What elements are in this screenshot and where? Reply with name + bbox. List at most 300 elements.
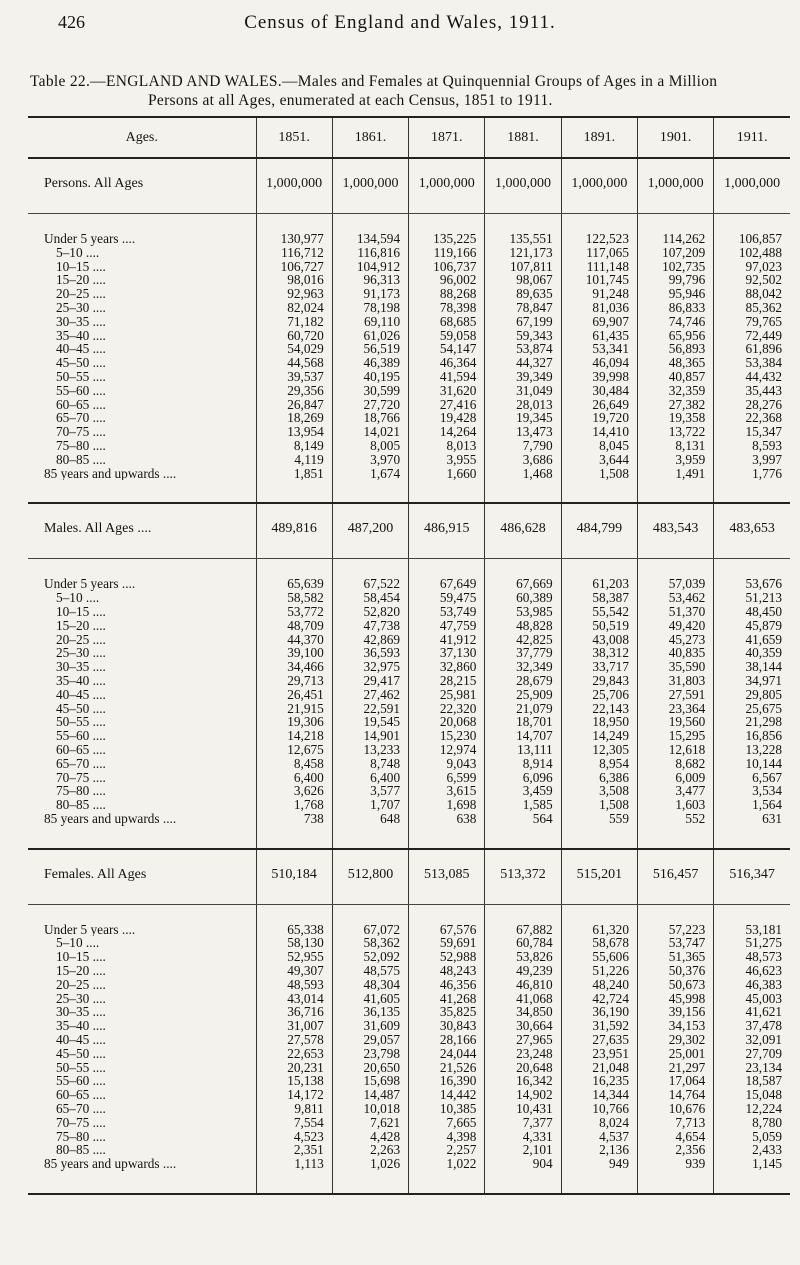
age-label: 15–20 .... (56, 964, 106, 978)
value-cell: 648 (332, 812, 408, 826)
section-gap (28, 214, 790, 233)
value-cell: 8,024 (561, 1116, 637, 1130)
value-cell: 34,466 (256, 660, 332, 674)
value-cell: 15,295 (637, 729, 713, 743)
gap-cell (561, 559, 637, 578)
gap-cell (561, 480, 637, 498)
rule-cell (714, 1189, 790, 1194)
value-cell: 67,882 (485, 923, 561, 937)
age-label: 75–80 .... (56, 784, 106, 799)
value-cell: 14,442 (409, 1088, 485, 1102)
value-cell: 41,621 (714, 1005, 790, 1019)
gap-cell (28, 904, 256, 923)
gap-cell (485, 480, 561, 498)
value-cell: 1,660 (409, 467, 485, 481)
age-label: 60–65 .... (56, 1088, 106, 1103)
value-cell: 10,676 (637, 1102, 713, 1116)
gap-cell (485, 1171, 561, 1189)
value-cell: 82,024 (256, 301, 332, 315)
value-cell: 43,008 (561, 633, 637, 647)
value-cell: 59,343 (485, 329, 561, 343)
value-cell: 46,810 (485, 978, 561, 992)
value-cell: 32,091 (714, 1033, 790, 1047)
table-row (28, 771, 790, 785)
table-row (28, 1074, 790, 1088)
age-label: 85 years and upwards .... (44, 1157, 177, 1172)
value-cell: 42,825 (485, 633, 561, 647)
table-row (28, 660, 790, 674)
value-cell: 67,649 (409, 577, 485, 591)
total-cell: 1,000,000 (714, 158, 790, 209)
value-cell: 4,331 (485, 1130, 561, 1144)
value-cell: 51,226 (561, 964, 637, 978)
value-cell: 69,110 (332, 315, 408, 329)
value-cell: 1,776 (714, 467, 790, 481)
value-cell: 3,959 (637, 453, 713, 467)
rule-cell (28, 1189, 256, 1194)
value-cell: 36,716 (256, 1005, 332, 1019)
value-cell: 8,780 (714, 1116, 790, 1130)
table-row (28, 1019, 790, 1033)
value-cell: 130,977 (256, 232, 332, 246)
table-row (28, 978, 790, 992)
age-label: 5–10 .... (56, 245, 100, 260)
value-cell: 56,893 (637, 342, 713, 356)
age-label: 50–55 .... (56, 715, 106, 730)
value-cell: 1,468 (485, 467, 561, 481)
value-cell: 44,370 (256, 633, 332, 647)
table-row (28, 329, 790, 343)
gap-cell (637, 559, 713, 578)
value-cell: 68,685 (409, 315, 485, 329)
value-cell: 23,248 (485, 1047, 561, 1061)
table-row (28, 301, 790, 315)
value-cell: 37,478 (714, 1019, 790, 1033)
age-label: 35–40 .... (56, 1019, 106, 1034)
value-cell: 45,879 (714, 619, 790, 633)
total-cell: 516,347 (714, 849, 790, 900)
value-cell: 104,912 (332, 260, 408, 274)
value-cell: 102,488 (714, 246, 790, 260)
value-cell: 53,826 (485, 950, 561, 964)
total-cell: 1,000,000 (332, 158, 408, 209)
value-cell: 19,345 (485, 411, 561, 425)
section-label: Males. All Ages .... (44, 521, 152, 537)
value-cell: 92,963 (256, 287, 332, 301)
value-cell: 53,874 (485, 342, 561, 356)
value-cell: 638 (409, 812, 485, 826)
value-cell: 78,847 (485, 301, 561, 315)
table-row (28, 743, 790, 757)
gap-cell (714, 214, 790, 233)
value-cell: 52,820 (332, 605, 408, 619)
table-row (28, 1116, 790, 1130)
section-gap (28, 1171, 790, 1189)
value-cell: 2,351 (256, 1143, 332, 1157)
value-cell: 14,902 (485, 1088, 561, 1102)
value-cell: 134,594 (332, 232, 408, 246)
section-gap (28, 480, 790, 498)
value-cell: 48,593 (256, 978, 332, 992)
value-cell: 53,181 (714, 923, 790, 937)
value-cell: 114,262 (637, 232, 713, 246)
table-row (28, 1088, 790, 1102)
gap-cell (332, 1171, 408, 1189)
value-cell: 97,023 (714, 260, 790, 274)
section-gap (28, 559, 790, 578)
value-cell: 20,650 (332, 1061, 408, 1075)
value-cell: 58,387 (561, 591, 637, 605)
gap-cell (485, 214, 561, 233)
gap-cell (332, 559, 408, 578)
value-cell: 29,805 (714, 688, 790, 702)
gap-cell (332, 826, 408, 844)
value-cell: 631 (714, 812, 790, 826)
value-cell: 30,664 (485, 1019, 561, 1033)
value-cell: 53,341 (561, 342, 637, 356)
value-cell: 99,796 (637, 273, 713, 287)
value-cell: 43,014 (256, 992, 332, 1006)
value-cell: 12,974 (409, 743, 485, 757)
value-cell: 28,679 (485, 674, 561, 688)
value-cell: 51,275 (714, 936, 790, 950)
table-row (28, 702, 790, 716)
value-cell: 7,713 (637, 1116, 713, 1130)
section-bottom-rule (28, 1189, 790, 1194)
age-label: 60–65 .... (56, 742, 106, 757)
value-cell: 27,635 (561, 1033, 637, 1047)
value-cell: 36,593 (332, 646, 408, 660)
value-cell: 2,101 (485, 1143, 561, 1157)
value-cell: 27,382 (637, 398, 713, 412)
value-cell: 89,635 (485, 287, 561, 301)
value-cell: 23,134 (714, 1061, 790, 1075)
total-cell: 1,000,000 (485, 158, 561, 209)
total-cell: 510,184 (256, 849, 332, 900)
value-cell: 58,454 (332, 591, 408, 605)
value-cell: 50,376 (637, 964, 713, 978)
value-cell: 69,907 (561, 315, 637, 329)
value-cell: 12,675 (256, 743, 332, 757)
table-row (28, 1143, 790, 1157)
value-cell: 25,675 (714, 702, 790, 716)
value-cell: 30,484 (561, 384, 637, 398)
rule-cell (561, 1189, 637, 1194)
gap-cell (332, 214, 408, 233)
value-cell: 72,449 (714, 329, 790, 343)
total-cell: 1,000,000 (637, 158, 713, 209)
value-cell: 65,639 (256, 577, 332, 591)
age-label: Under 5 years .... (44, 232, 136, 246)
value-cell: 27,965 (485, 1033, 561, 1047)
gap-cell (409, 826, 485, 844)
header-row (28, 117, 790, 158)
value-cell: 67,072 (332, 923, 408, 937)
table-row (28, 1033, 790, 1047)
value-cell: 7,554 (256, 1116, 332, 1130)
value-cell: 44,568 (256, 356, 332, 370)
value-cell: 102,735 (637, 260, 713, 274)
value-cell: 53,384 (714, 356, 790, 370)
table-row (28, 384, 790, 398)
value-cell: 1,508 (561, 798, 637, 812)
value-cell: 27,578 (256, 1033, 332, 1047)
table-row (28, 1102, 790, 1116)
table-row (28, 425, 790, 439)
value-cell: 58,582 (256, 591, 332, 605)
table-title-line2: Persons at all Ages, enumerated at each Census, 1851 to 1911. (148, 92, 553, 109)
value-cell: 17,064 (637, 1074, 713, 1088)
value-cell: 52,988 (409, 950, 485, 964)
value-cell: 904 (485, 1157, 561, 1171)
value-cell: 96,002 (409, 273, 485, 287)
value-cell: 27,720 (332, 398, 408, 412)
table-row (28, 467, 790, 481)
value-cell: 116,816 (332, 246, 408, 260)
value-cell: 88,268 (409, 287, 485, 301)
table-row (28, 398, 790, 412)
value-cell: 8,954 (561, 757, 637, 771)
total-cell: 483,653 (714, 503, 790, 554)
gap-cell (637, 1171, 713, 1189)
header-year-1901: 1901. (637, 117, 713, 158)
value-cell: 49,420 (637, 619, 713, 633)
gap-cell (256, 559, 332, 578)
value-cell: 34,971 (714, 674, 790, 688)
value-cell: 121,173 (485, 246, 561, 260)
value-cell: 1,851 (256, 467, 332, 481)
page-header (0, 12, 800, 36)
value-cell: 30,843 (409, 1019, 485, 1033)
gap-cell (409, 1171, 485, 1189)
value-cell: 122,523 (561, 232, 637, 246)
gap-cell (714, 559, 790, 578)
value-cell: 53,747 (637, 936, 713, 950)
value-cell: 54,029 (256, 342, 332, 356)
age-label: 20–25 .... (56, 287, 106, 301)
value-cell: 28,215 (409, 674, 485, 688)
value-cell: 21,048 (561, 1061, 637, 1075)
age-label: Under 5 years .... (44, 577, 136, 592)
value-cell: 20,068 (409, 715, 485, 729)
gap-cell (28, 826, 256, 844)
value-cell: 13,111 (485, 743, 561, 757)
age-label: 65–70 .... (56, 411, 106, 426)
header-year-1911: 1911. (714, 117, 790, 158)
age-label: 55–60 .... (56, 383, 106, 398)
value-cell: 59,058 (409, 329, 485, 343)
value-cell: 54,147 (409, 342, 485, 356)
gap-cell (28, 1171, 256, 1189)
value-cell: 10,431 (485, 1102, 561, 1116)
gap-cell (561, 214, 637, 233)
value-cell: 48,304 (332, 978, 408, 992)
value-cell: 31,803 (637, 674, 713, 688)
value-cell: 53,749 (409, 605, 485, 619)
value-cell: 6,400 (332, 771, 408, 785)
total-cell: 1,000,000 (561, 158, 637, 209)
value-cell: 51,365 (637, 950, 713, 964)
value-cell: 37,130 (409, 646, 485, 660)
total-cell: 487,200 (332, 503, 408, 554)
age-label: 10–15 .... (56, 950, 106, 965)
section-label: Females. All Ages (44, 866, 147, 882)
value-cell: 78,398 (409, 301, 485, 315)
value-cell: 27,416 (409, 398, 485, 412)
value-cell: 18,587 (714, 1074, 790, 1088)
value-cell: 1,707 (332, 798, 408, 812)
gap-cell (256, 214, 332, 233)
value-cell: 39,100 (256, 646, 332, 660)
gap-cell (714, 904, 790, 923)
value-cell: 38,312 (561, 646, 637, 660)
value-cell: 34,850 (485, 1005, 561, 1019)
value-cell: 44,432 (714, 370, 790, 384)
value-cell: 67,199 (485, 315, 561, 329)
age-label: 40–45 .... (56, 342, 106, 357)
value-cell: 14,172 (256, 1088, 332, 1102)
total-cell: 512,800 (332, 849, 408, 900)
gap-cell (561, 826, 637, 844)
value-cell: 564 (485, 812, 561, 826)
value-cell: 1,674 (332, 467, 408, 481)
value-cell: 32,359 (637, 384, 713, 398)
age-label: 25–30 .... (56, 300, 106, 315)
header-year-1861: 1861. (332, 117, 408, 158)
value-cell: 46,094 (561, 356, 637, 370)
value-cell: 45,273 (637, 633, 713, 647)
value-cell: 3,970 (332, 453, 408, 467)
value-cell: 52,955 (256, 950, 332, 964)
gap-cell (332, 904, 408, 923)
value-cell: 1,113 (256, 1157, 332, 1171)
value-cell: 39,156 (637, 1005, 713, 1019)
value-cell: 31,049 (485, 384, 561, 398)
value-cell: 78,198 (332, 301, 408, 315)
value-cell: 47,759 (409, 619, 485, 633)
value-cell: 22,143 (561, 702, 637, 716)
value-cell: 4,523 (256, 1130, 332, 1144)
header-year-1851: 1851. (256, 117, 332, 158)
value-cell: 13,233 (332, 743, 408, 757)
gap-cell (637, 904, 713, 923)
value-cell: 21,079 (485, 702, 561, 716)
value-cell: 14,901 (332, 729, 408, 743)
total-cell: 486,915 (409, 503, 485, 554)
value-cell: 1,508 (561, 467, 637, 481)
table-row (28, 591, 790, 605)
value-cell: 51,370 (637, 605, 713, 619)
value-cell: 4,119 (256, 453, 332, 467)
value-cell: 106,857 (714, 232, 790, 246)
value-cell: 25,001 (637, 1047, 713, 1061)
table-row (28, 1157, 790, 1171)
total-cell: 513,085 (409, 849, 485, 900)
value-cell: 50,519 (561, 619, 637, 633)
gap-cell (409, 559, 485, 578)
age-label: 15–20 .... (56, 618, 106, 633)
value-cell: 1,145 (714, 1157, 790, 1171)
value-cell: 39,998 (561, 370, 637, 384)
value-cell: 16,342 (485, 1074, 561, 1088)
age-label: 30–35 .... (56, 660, 106, 674)
value-cell: 60,389 (485, 591, 561, 605)
value-cell: 86,833 (637, 301, 713, 315)
value-cell: 14,021 (332, 425, 408, 439)
gap-cell (409, 214, 485, 233)
value-cell: 37,779 (485, 646, 561, 660)
value-cell: 3,477 (637, 784, 713, 798)
value-cell: 53,462 (637, 591, 713, 605)
age-label: 80–85 .... (56, 798, 106, 812)
gap-cell (28, 559, 256, 578)
value-cell: 10,385 (409, 1102, 485, 1116)
value-cell: 31,592 (561, 1019, 637, 1033)
age-label: 75–80 .... (56, 438, 106, 453)
total-cell: 489,816 (256, 503, 332, 554)
value-cell: 32,860 (409, 660, 485, 674)
value-cell: 1,026 (332, 1157, 408, 1171)
value-cell: 41,068 (485, 992, 561, 1006)
value-cell: 44,327 (485, 356, 561, 370)
age-label: 35–40 .... (56, 673, 106, 688)
table-row (28, 1047, 790, 1061)
value-cell: 3,626 (256, 784, 332, 798)
value-cell: 59,691 (409, 936, 485, 950)
value-cell: 96,313 (332, 273, 408, 287)
table-row (28, 411, 790, 425)
value-cell: 35,590 (637, 660, 713, 674)
value-cell: 16,856 (714, 729, 790, 743)
gap-cell (714, 1171, 790, 1189)
table-row (28, 605, 790, 619)
value-cell: 9,043 (409, 757, 485, 771)
section-total-row (28, 503, 790, 554)
age-label: 15–20 .... (56, 273, 106, 288)
value-cell: 34,153 (637, 1019, 713, 1033)
age-label: 65–70 .... (56, 756, 106, 771)
value-cell: 28,166 (409, 1033, 485, 1047)
value-cell: 8,149 (256, 439, 332, 453)
value-cell: 38,144 (714, 660, 790, 674)
gap-cell (28, 214, 256, 233)
value-cell: 31,007 (256, 1019, 332, 1033)
value-cell: 61,896 (714, 342, 790, 356)
value-cell: 35,825 (409, 1005, 485, 1019)
value-cell: 81,036 (561, 301, 637, 315)
value-cell: 61,320 (561, 923, 637, 937)
age-label: 45–50 .... (56, 356, 106, 370)
value-cell: 6,599 (409, 771, 485, 785)
value-cell: 12,224 (714, 1102, 790, 1116)
age-label: 5–10 .... (56, 591, 100, 605)
value-cell: 48,573 (714, 950, 790, 964)
total-cell: 1,000,000 (409, 158, 485, 209)
section-total-row (28, 849, 790, 900)
gap-cell (714, 480, 790, 498)
page-number: 426 (58, 12, 85, 32)
value-cell: 33,717 (561, 660, 637, 674)
value-cell: 46,364 (409, 356, 485, 370)
age-label: 45–50 .... (56, 1046, 106, 1061)
value-cell: 35,443 (714, 384, 790, 398)
gap-cell (409, 480, 485, 498)
value-cell: 20,231 (256, 1061, 332, 1075)
value-cell: 98,016 (256, 273, 332, 287)
rule-cell (256, 1189, 332, 1194)
value-cell: 8,458 (256, 757, 332, 771)
table-title-line1: Table 22.—ENGLAND AND WALES.—Males and Females at Quinquennial Groups of Ages in a Million (30, 73, 718, 90)
